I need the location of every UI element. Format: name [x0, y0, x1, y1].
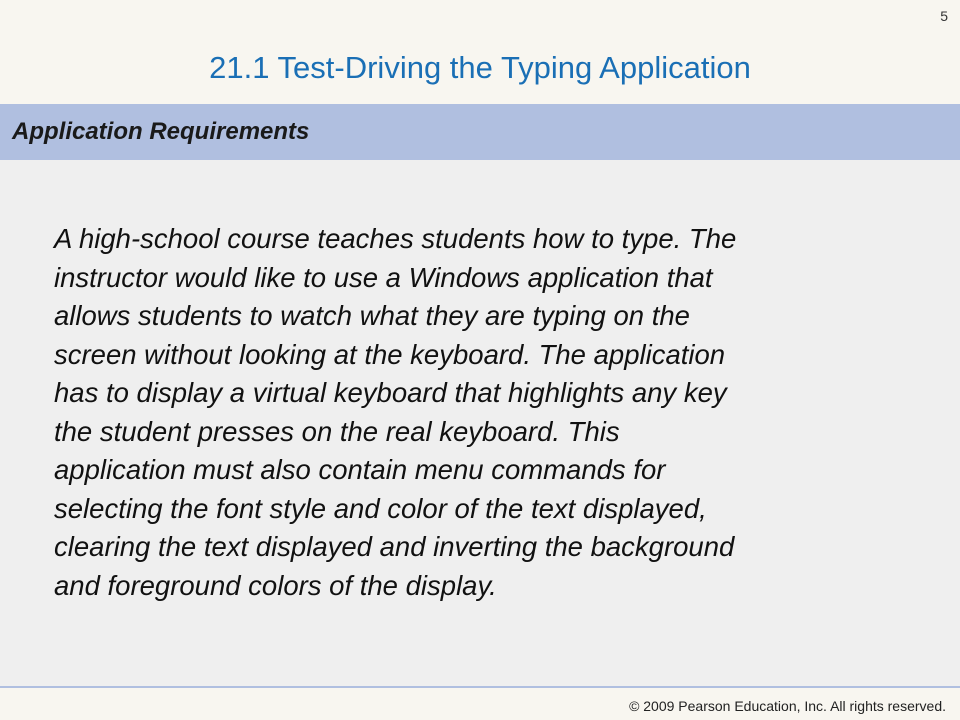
paragraph-line: application must also contain menu commands for [54, 454, 666, 485]
footer-divider [0, 686, 960, 688]
paragraph-line: the student presses on the real keyboard. This [54, 415, 620, 447]
paragraph-line: and foreground colors of the display. [54, 569, 497, 601]
paragraph-line: allows students to watch what they are typing on the [54, 300, 690, 331]
paragraph-line: instructor would like to use a Windows application that [54, 261, 713, 293]
paragraph-line: has to display a virtual keyboard that highlights any key [54, 377, 727, 408]
requirements-paragraph [54, 220, 934, 605]
paragraph-line: screen without looking at the keyboard. The application [54, 338, 726, 370]
copyright-notice: © 2009 Pearson Education, Inc. All rights reserved. [629, 698, 946, 714]
slide-title: 21.1 Test-Driving the Typing Application [209, 50, 751, 85]
paragraph-line: A high-school course teaches students how to type. The [54, 223, 737, 254]
section-bar [0, 104, 960, 160]
paragraph-line: clearing the text displayed and inverting the background [54, 531, 735, 562]
slide-number: 5 [940, 8, 948, 24]
section-heading: Application Requirements [12, 118, 310, 145]
content-panel [0, 160, 960, 686]
paragraph-line: selecting the font style and color of the text displayed, [54, 492, 707, 524]
